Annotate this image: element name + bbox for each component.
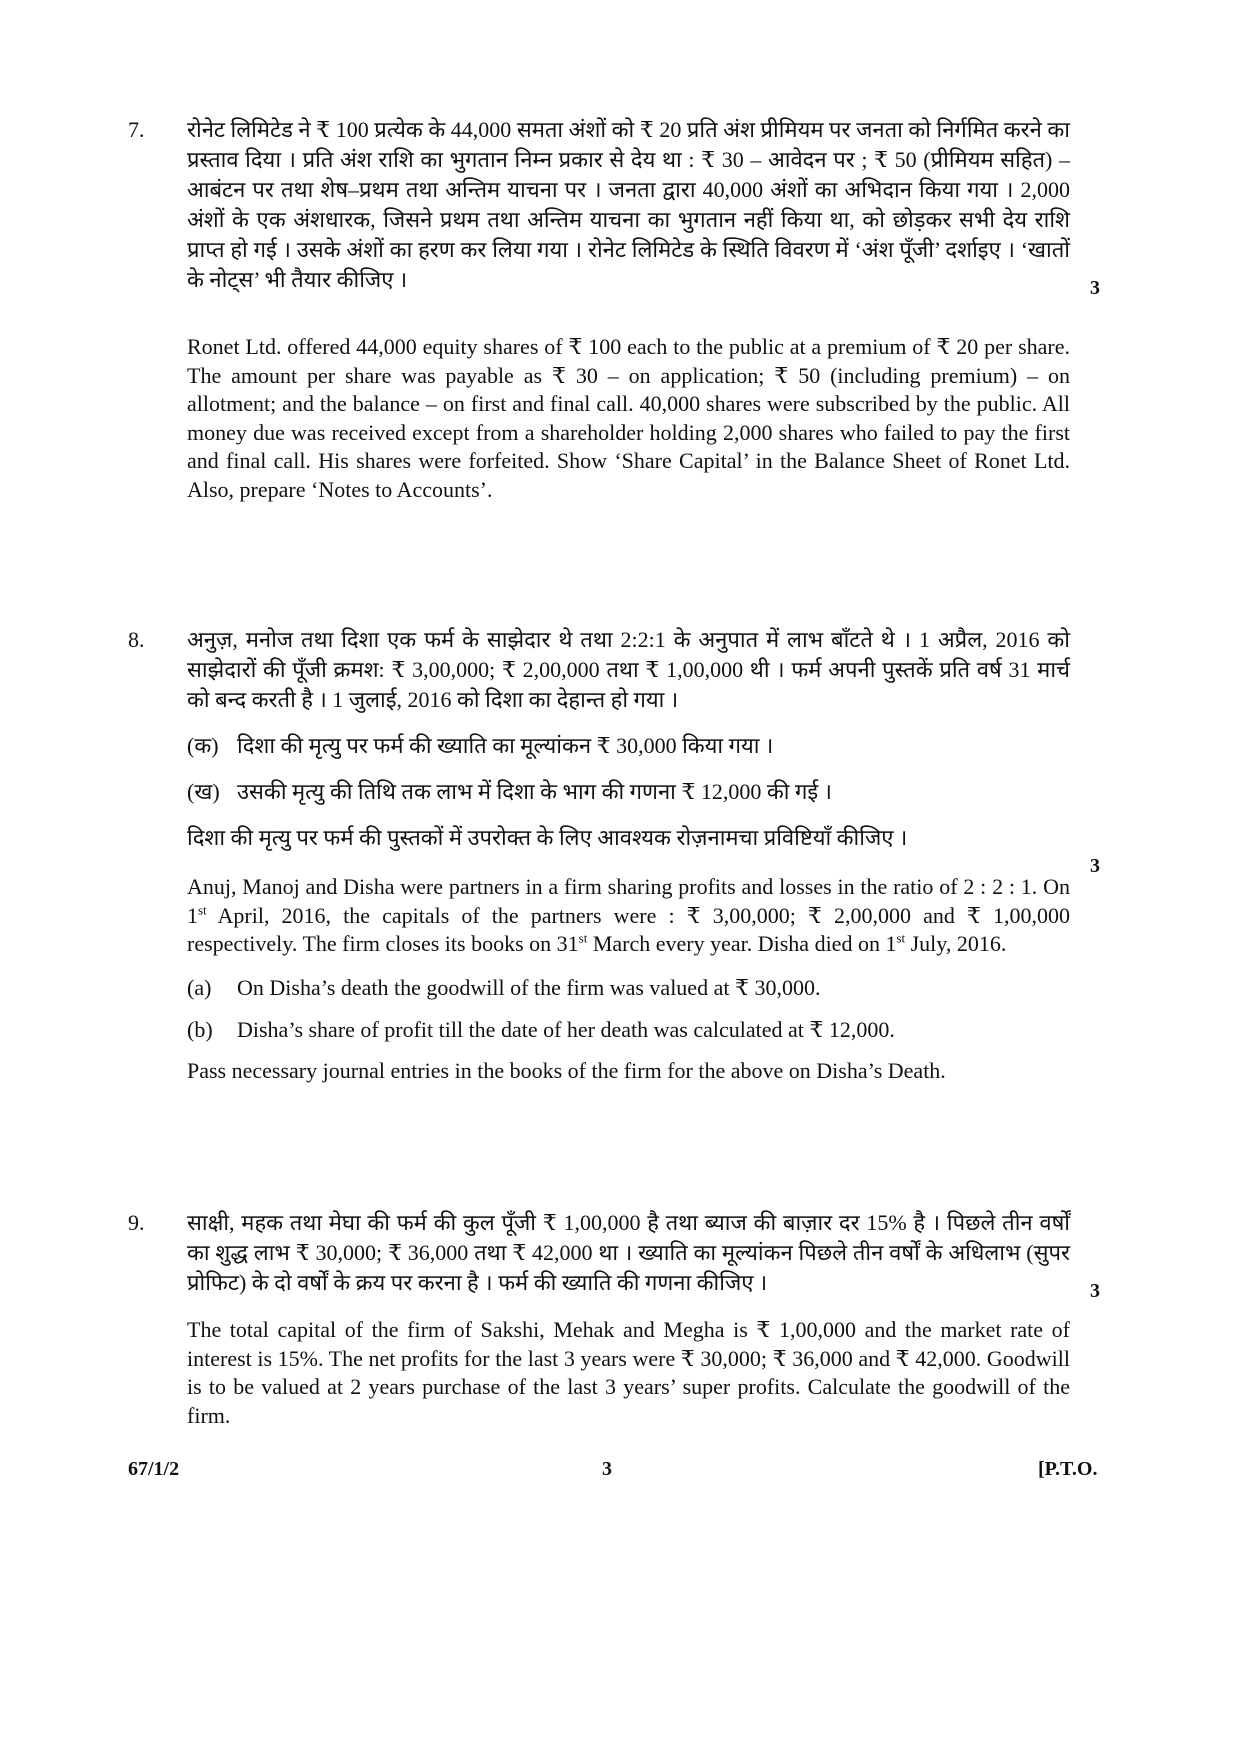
- english-item: [187, 973, 1070, 1003]
- intro-part: April, 2016, the capitals of the partners were : ₹ 3,00,000; ₹ 2,00,000 and ₹ 1,00,000 respectively. The firm closes its books on 31: [187, 902, 1070, 956]
- pto-label: [P.T.O.: [1038, 1458, 1098, 1480]
- question-body: [187, 1208, 1070, 1430]
- ordinal-suffix: st: [896, 930, 906, 946]
- item-text: On Disha’s death the goodwill of the firm was valued at ₹ 30,000.: [237, 974, 821, 1000]
- item-text: उसकी मृत्यु की तिथि तक लाभ में दिशा के भाग की गणना ₹ 12,000 की गई ।: [237, 779, 832, 804]
- intro-part: July, 2016.: [905, 931, 1007, 956]
- intro-part: March every year. Disha died on 1: [587, 931, 897, 956]
- question-hindi-instruction: दिशा की मृत्यु पर फर्म की पुस्तकों में उपरोक्त के लिए आवश्यक रोज़नामचा प्रविष्टियाँ कीजिए ।: [187, 825, 908, 850]
- intro-part: Anuj, Manoj and Disha were partners in a firm sharing profits and losses in the ratio of 2 : 2 : 1. On 1: [187, 874, 1070, 928]
- question-body: [187, 625, 1070, 1085]
- item-label: (a): [187, 974, 212, 1000]
- ordinal-suffix: st: [198, 902, 207, 918]
- item-label: (ख): [187, 779, 220, 804]
- question-english-text: Ronet Ltd. offered 44,000 equity shares of ₹ 100 each to the public at a premium of ₹ 20 per share. The amount per share was payable as ₹ 30 – on application; ₹ 50 (including premium) – on allotment; and the balance – on first and final call. 40,000 shares were subscribed by the public. All money due was received except from a shareholder holding 2,000 shares who failed to pay the first and final call. His shares were forfeited. Show ‘Share Capital’ in the Balance Sheet of Ronet Ltd. Also, prepare ‘Notes to Accounts’.: [187, 334, 1070, 502]
- hindi-item: [187, 731, 1070, 761]
- question-english-text: The total capital of the firm of Sakshi, Mehak and Megha is ₹ 1,00,000 and the market rate of interest is 15%. The net profits for the last 3 years were ₹ 30,000; ₹ 36,000 and ₹ 42,000. Goodwill is to be valued at 2 years purchase of the last 3 years’ super profits. Calculate the goodwill of the firm.: [187, 1317, 1070, 1428]
- question-hindi-text: रोनेट लिमिटेड ने ₹ 100 प्रत्येक के 44,000 समता अंशों को ₹ 20 प्रति अंश प्रीमियम पर जनता को निर्गमित करने का प्रस्ताव दिया । प्रति अंश राशि का भुगतान निम्न प्रकार से देय था : ₹ 30 – आवेदन पर ; ₹ 50 (प्रीमियम सहित) – आबंटन पर तथा शेष–प्रथम तथा अन्तिम याचना पर । जनता द्वारा 40,000 अंशों का अभिदान किया गया । 2,000 अंशों के एक अंशधारक, जिसने प्रथम तथा अन्तिम याचना का भुगतान नहीं किया था, को छोड़कर सभी देय राशि प्राप्त हो गई । उसके अंशों का हरण कर लिया गया । रोनेट लिमिटेड के स्थिति विवरण में ‘अंश पूँजी’ दर्शाइए । ‘खातों के नोट्स’ भी तैयार कीजिए ।: [187, 117, 1070, 292]
- page-number: 3: [602, 1458, 612, 1480]
- question-body: [187, 115, 1070, 295]
- hindi-item: [187, 777, 1070, 807]
- question-english-intro: [187, 873, 1070, 959]
- item-text: Disha’s share of profit till the date of her death was calculated at ₹ 12,000.: [237, 1016, 895, 1042]
- ordinal-suffix: st: [578, 930, 588, 946]
- marks: 3: [1090, 855, 1100, 877]
- item-label: (b): [187, 1016, 213, 1042]
- question-hindi-text: साक्षी, महक तथा मेघा की फर्म की कुल पूँजी ₹ 1,00,000 है तथा ब्याज की बाज़ार दर 15% है । पिछले तीन वर्षों का शुद्ध लाभ ₹ 30,000; ₹ 36,000 तथा ₹ 42,000 था । ख्याति का मूल्यांकन पिछले तीन वर्षों के अधिलाभ (सुपर प्रोफिट) के दो वर्षों के क्रय पर करना है । फर्म की ख्याति की गणना कीजिए ।: [187, 1210, 1070, 1295]
- question-hindi-intro: अनुज़, मनोज तथा दिशा एक फर्म के साझेदार थे तथा 2:2:1 के अनुपात में लाभ बाँटते थे । 1 अप्रैल, 2016 को साझेदारों की पूँजी क्रमश: ₹ 3,00,000; ₹ 2,00,000 तथा ₹ 1,00,000 थी । फर्म अपनी पुस्तकें प्रति वर्ष 31 मार्च को बन्द करती है । 1 जुलाई, 2016 को दिशा का देहान्त हो गया ।: [187, 627, 1070, 712]
- english-item: [187, 1015, 1070, 1045]
- question-number: 8.: [128, 627, 145, 652]
- question-number: 7.: [128, 117, 145, 142]
- marks: 3: [1090, 1280, 1100, 1302]
- question-english-instruction: Pass necessary journal entries in the books of the firm for the above on Disha’s Death.: [187, 1057, 946, 1083]
- item-text: दिशा की मृत्यु पर फर्म की ख्याति का मूल्यांकन ₹ 30,000 किया गया ।: [237, 733, 774, 758]
- question-number: 9.: [128, 1210, 145, 1235]
- paper-code: 67/1/2: [128, 1458, 180, 1480]
- marks: 3: [1090, 277, 1100, 299]
- item-label: (क): [187, 733, 219, 758]
- question-body-english: [187, 333, 1070, 504]
